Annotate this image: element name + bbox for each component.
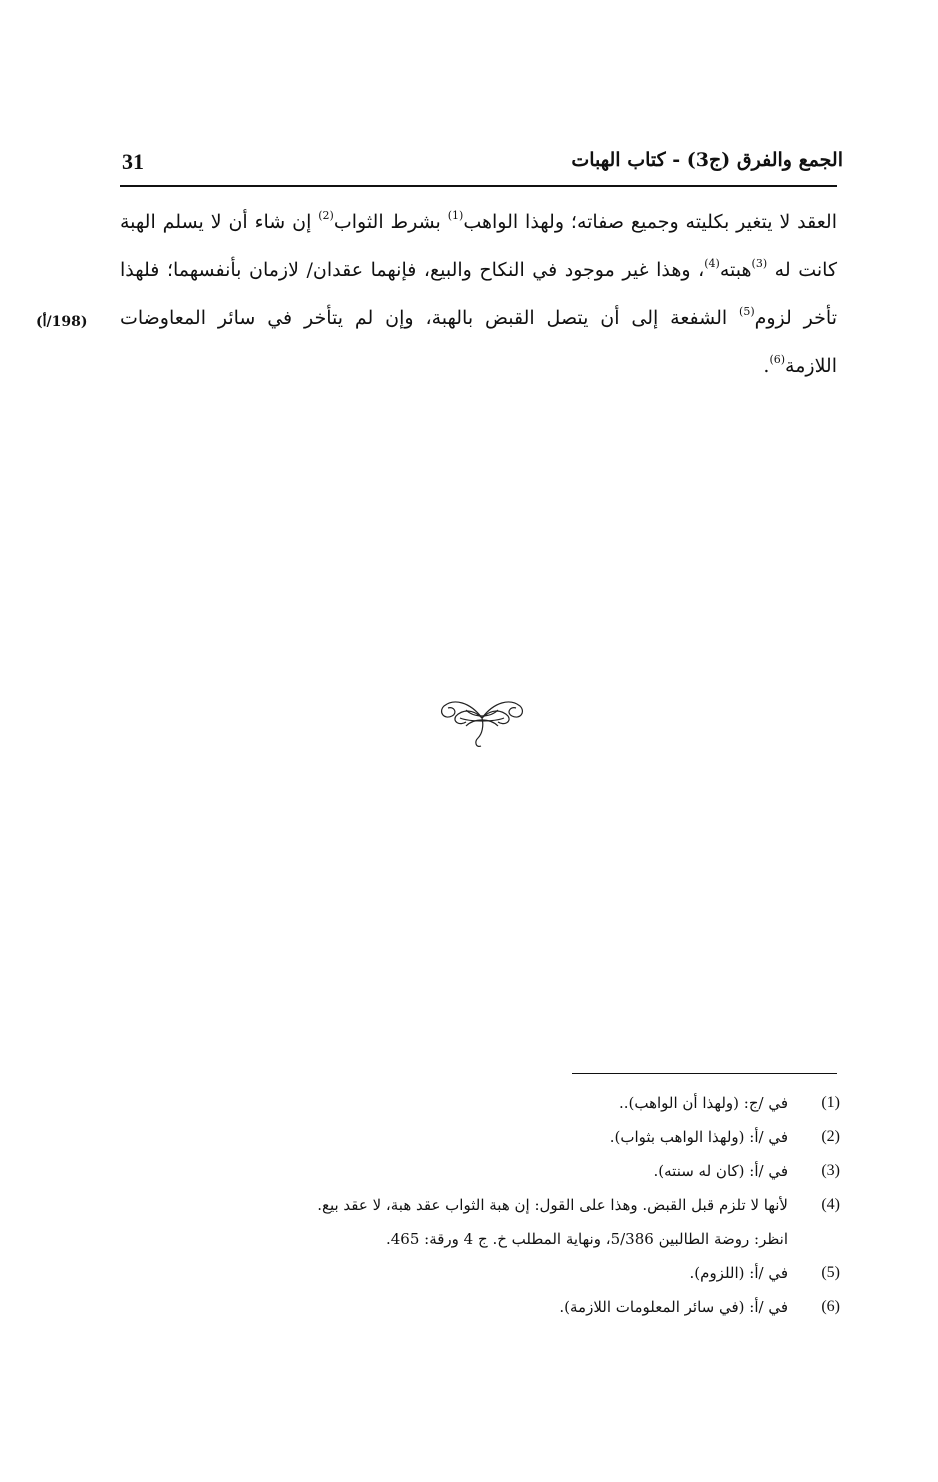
footnote-item [120, 1256, 840, 1290]
footnote-text: في /أ: (اللزوم). [689, 1264, 788, 1282]
footnote-ref-2: (2) [318, 208, 334, 222]
footnote-text: في /أ: (ولهذا الواهب بثواب). [609, 1128, 788, 1146]
text-segment: العقد لا يتغير بكليته وجميع صفاته؛ ولهذا الواهب [463, 211, 837, 233]
text-segment: هبته [719, 259, 752, 281]
footnote-text-continued: انظر: روضة الطالبين 5/386، ونهاية المطلب خ. ج 4 ورقة: 465. [385, 1230, 788, 1248]
page-number: 31 [122, 149, 144, 174]
footnotes [120, 1086, 840, 1324]
text-segment: الشفعة إلى أن يتصل القبض بالهبة، وإن لم يتأخر في سائر المعاوضات اللازمة [120, 307, 837, 377]
manuscript-folio-note: (198/أ) [36, 314, 88, 330]
text-segment: بشرط الثواب [333, 211, 448, 233]
footnote-rule [572, 1073, 837, 1074]
footnote-number: (3) [821, 1162, 840, 1179]
footnote-text: لأنها لا تلزم قبل القبض. وهذا على القول: إن هبة الثواب عقد هبة، لا عقد بيع. [317, 1196, 788, 1214]
footnote-item [120, 1120, 840, 1154]
running-header-title: الجمع والفرق (ج3) - كتاب الهبات [571, 149, 843, 171]
footnote-text: في /ج: (ولهذا أن الواهب).. [618, 1094, 788, 1112]
footnote-ref-4: (4) [704, 256, 720, 270]
footnote-ref-6: (6) [769, 352, 786, 366]
footnote-item [120, 1086, 840, 1120]
footnote-item [120, 1188, 840, 1256]
text-segment: ، وهذا غير موجود في النكاح والبيع، فإنهما عقدان/ لازمان بأنفسهما؛ فلهذا تأخر لزوم [120, 259, 837, 329]
footnote-item [120, 1290, 840, 1324]
header-rule [120, 185, 837, 187]
main-text [120, 198, 837, 390]
footnote-number: (4) [821, 1196, 840, 1213]
text-segment: إن شاء أن لا يسلم الهبة كانت له [120, 211, 837, 281]
footnote-text: في /أ: (في سائر المعلومات اللازمة). [559, 1298, 788, 1316]
text-segment: . [763, 355, 770, 377]
footnote-number: (5) [821, 1264, 840, 1281]
footnote-number: (2) [821, 1128, 840, 1145]
footnote-item [120, 1154, 840, 1188]
footnote-ref-1: (1) [447, 208, 464, 222]
footnote-ref-5: (5) [739, 304, 755, 318]
footnote-text: في /أ: (كان له سنته). [653, 1162, 788, 1180]
footnote-number: (6) [821, 1298, 840, 1315]
footnote-ref-3: (3) [751, 256, 768, 270]
footnote-number: (1) [821, 1094, 840, 1111]
ornament-divider-icon [436, 688, 528, 750]
main-paragraph [120, 198, 837, 390]
